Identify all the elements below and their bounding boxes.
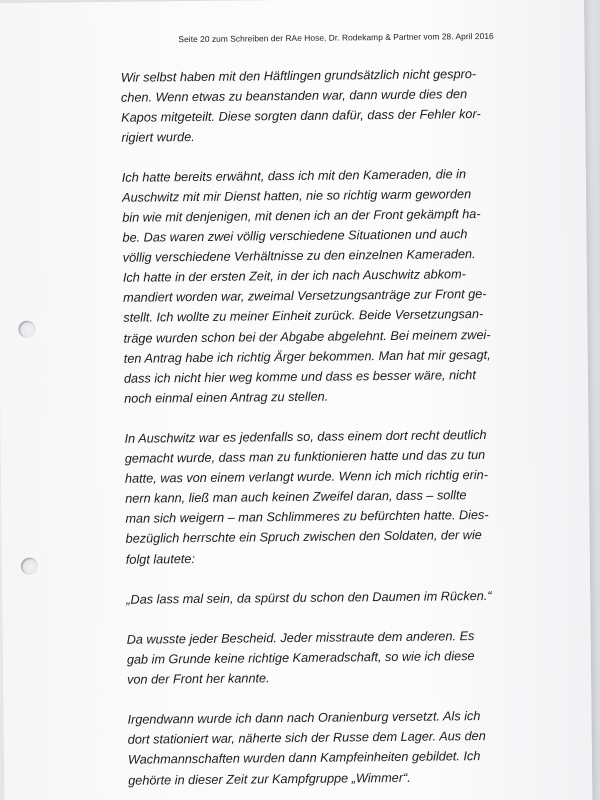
text-line: dort stationiert war, näherte sich der Russe dem Lager. Aus den: [127, 729, 486, 748]
paragraph: [120, 64, 481, 148]
text-line: gab im Grunde keine richtige Kameradschaft, so wie ich diese: [126, 649, 475, 667]
text-line: Kapos mitgeteilt. Diese sorgten dann dafür, dass der Fehler kor-: [121, 107, 481, 125]
paragraph: [126, 626, 475, 690]
paragraph: [121, 164, 491, 409]
text-line: Ich hatte in der ersten Zeit, in der ich nach Auschwitz abkom-: [122, 267, 466, 285]
text-line: völlig verschiedene Verhältnisse zu den einzelnen Kameraden.: [122, 247, 476, 265]
text-line: träge wurden schon bei der Abgabe abgelehnt. Bei meinem zwei-: [123, 327, 491, 346]
quote-paragraph: [126, 586, 492, 610]
text-line: be. Das waren zwei völlig verschiedene Situationen und auch: [122, 227, 468, 245]
text-line: Auschwitz mit mir Dienst hatten, nie so richtig warm geworden: [121, 186, 472, 205]
text-line: In Auschwitz war es jedenfalls so, dass einem dort recht deutlich: [124, 427, 487, 446]
text-line: „Das lass mal sein, da spürst du schon den Daumen im Rücken.“: [126, 588, 492, 607]
text-line: Irgendwann wurde ich dann nach Oranienburg versetzt. Als ich: [127, 709, 481, 728]
text-line: Da wusste jeder Bescheid. Jeder misstraute dem anderen. Es: [126, 629, 475, 647]
text-line: gehörte in dieser Zeit zur Kampfgruppe „Wimmer“.: [128, 770, 411, 788]
text-line: hatte, was von einem verlangt wurde. Wenn ich mich richtig erin-: [124, 468, 488, 486]
text-line: bin wie mit denjenigen, mit denen ich an der Front gekämpft ha-: [122, 206, 481, 225]
punch-hole-icon: [18, 321, 35, 338]
text-line: Wir selbst haben mit den Häftlingen grundsätzlich nicht gespro-: [120, 67, 477, 85]
paragraph: [127, 707, 486, 791]
text-line: chen. Wenn etwas zu beanstanden war, dann wurde dies den: [120, 87, 468, 105]
punch-hole-icon: [21, 558, 38, 575]
page-header: Seite 20 zum Schreiben der RAe Hose, Dr. Rodekamp & Partner vom 28. April 2016: [178, 30, 494, 45]
text-line: mandiert worden war, zweimal Versetzungsanträge zur Front ge-: [123, 287, 487, 306]
text-line: nern kann, ließ man auch keinen Zweifel daran, dass – sollte: [125, 488, 467, 507]
text-line: stellt. Ich wollte zu meiner Einheit zurück. Beide Versetzungsan-: [123, 307, 484, 326]
text-line: Wachmannschaften wurden dann Kampfeinheiten gebildet. Ich: [127, 749, 481, 768]
text-line: man sich weigern – man Schlimmeres zu befürchten hatte. Dies-: [125, 508, 489, 527]
text-line: noch einmal einen Antrag zu stellen.: [124, 389, 329, 406]
paragraph: [124, 425, 489, 569]
letter-body: [120, 64, 492, 800]
text-line: rigiert wurde.: [121, 130, 195, 146]
text-line: Ich hatte bereits erwähnt, dass ich mit den Kameraden, die in: [121, 166, 467, 185]
text-line: von der Front her kannte.: [127, 671, 270, 687]
text-line: bezüglich herrschte ein Spruch zwischen den Soldaten, der wie: [125, 528, 482, 547]
text-line: dass ich nicht hier weg komme und dass es besser wäre, nicht: [123, 367, 476, 386]
text-line: gemacht wurde, dass man zu funktionieren hatte und das zu tun: [124, 448, 486, 466]
text-line: ten Antrag habe ich richtig Ärger bekommen. Man hat mir gesagt,: [123, 347, 491, 366]
text-line: folgt lautete:: [125, 551, 196, 567]
